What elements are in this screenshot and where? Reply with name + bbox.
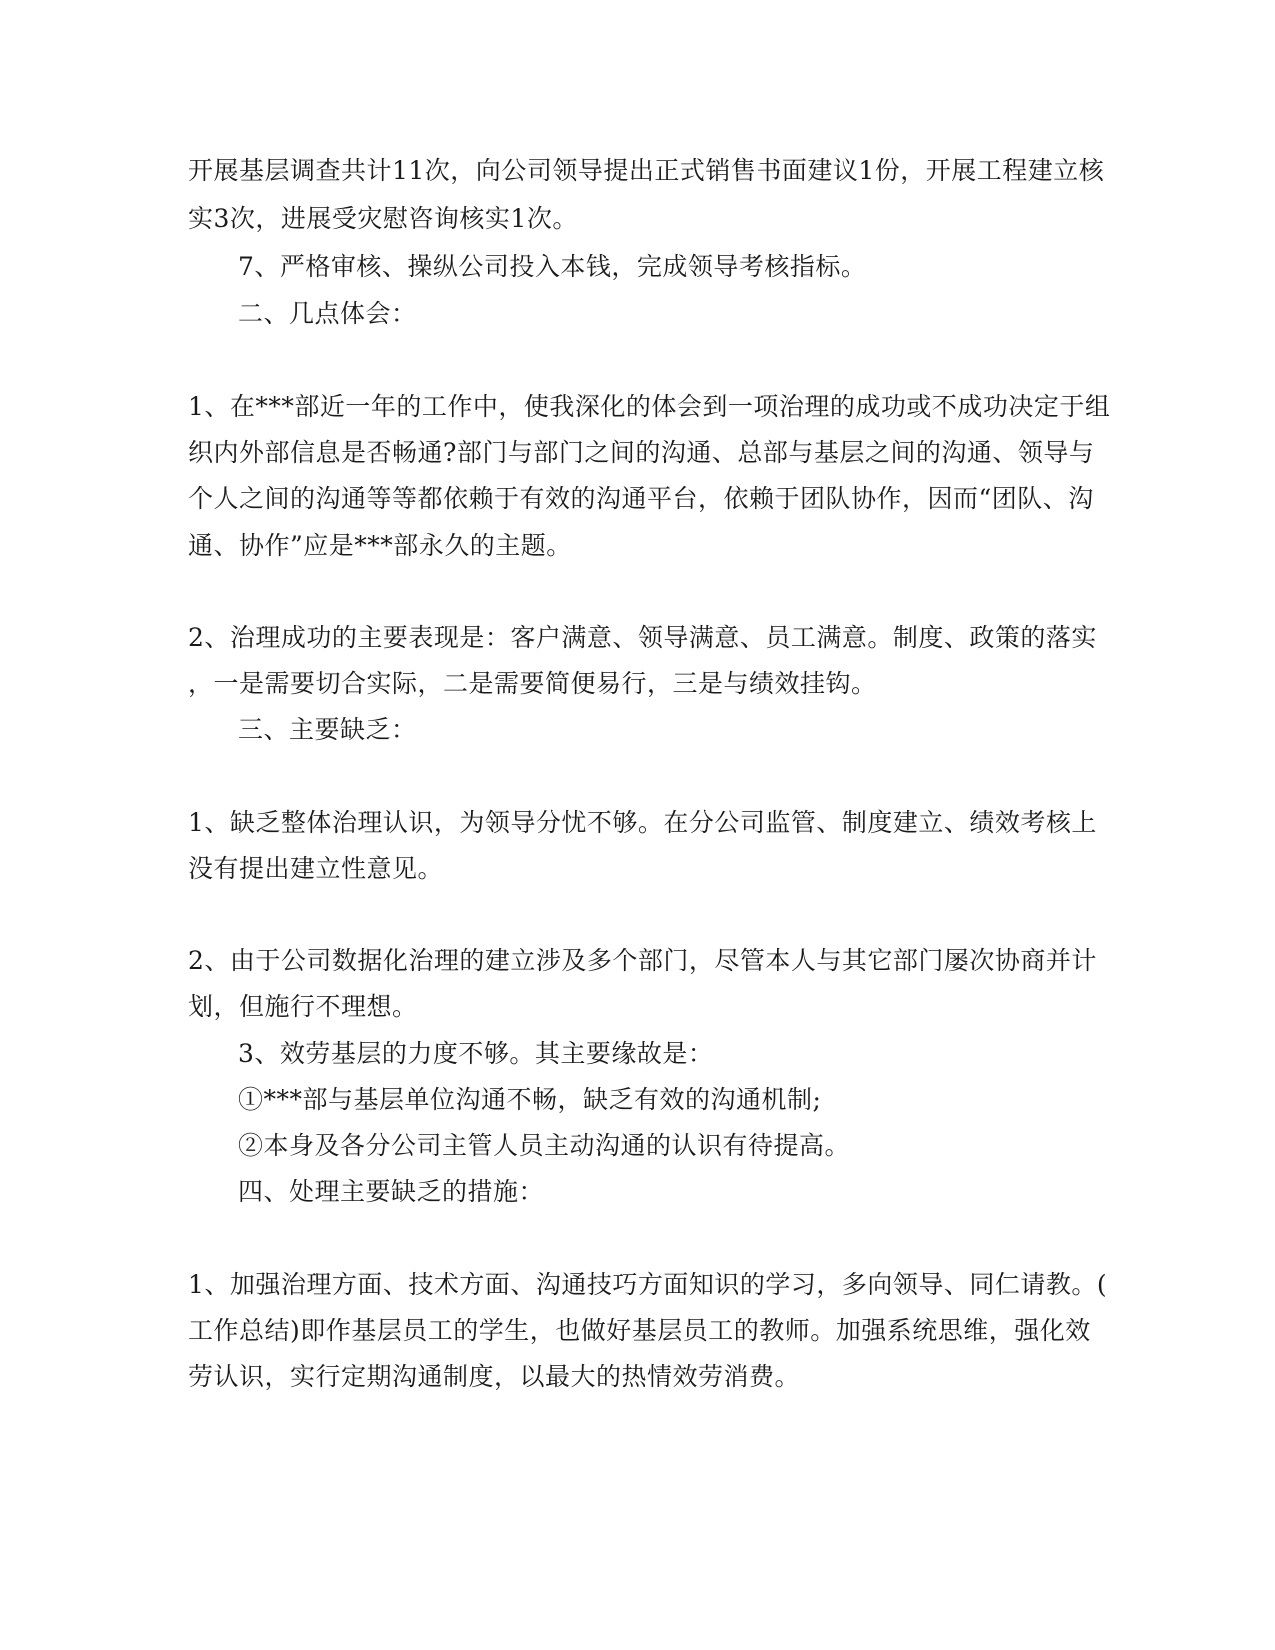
body-text-line: 划，但施行不理想。 <box>188 992 418 1021</box>
body-text-line: 1、在***部近一年的工作中，使我深化的体会到一项治理的成功或不成功决定于组 <box>188 392 1111 421</box>
list-item: ①***部与基层单位沟通不畅，缺乏有效的沟通机制; <box>238 1085 822 1114</box>
list-item: ②本身及各分公司主管人员主动沟通的认识有待提高。 <box>238 1131 851 1160</box>
body-text-line: 开展基层调查共计11次，向公司领导提出正式销售书面建议1份，开展工程建立核 <box>188 156 1105 185</box>
body-text-line: 1、缺乏整体治理认识，为领导分忧不够。在分公司监管、制度建立、绩效考核上 <box>188 808 1097 837</box>
section-heading: 四、处理主要缺乏的措施： <box>238 1177 545 1206</box>
list-item: 7、严格审核、操纵公司投入本钱，完成领导考核指标。 <box>238 252 867 281</box>
section-heading: 三、主要缺乏： <box>238 715 417 744</box>
body-text-line: 没有提出建立性意见。 <box>188 854 444 883</box>
body-text-line: 个人之间的沟通等等都依赖于有效的沟通平台，依赖于团队协作，因而“团队、沟 <box>188 484 1094 513</box>
section-heading: 二、几点体会： <box>238 299 417 328</box>
list-item: 3、效劳基层的力度不够。其主要缘故是： <box>238 1039 714 1068</box>
body-text-line: 通、协作”应是***部永久的主题。 <box>188 531 572 560</box>
body-text-line: 劳认识，实行定期沟通制度，以最大的热情效劳消费。 <box>188 1362 801 1391</box>
body-text-line: ，一是需要切合实际，二是需要简便易行，三是与绩效挂钩。 <box>188 669 877 698</box>
body-text-line: 1、加强治理方面、技术方面、沟通技巧方面知识的学习，多向领导、同仁请教。( <box>188 1270 1108 1299</box>
body-text-line: 织内外部信息是否畅通?部门与部门之间的沟通、总部与基层之间的沟通、领导与 <box>188 438 1095 467</box>
body-text-line: 2、由于公司数据化治理的建立涉及多个部门，尽管本人与其它部门屡次协商并计 <box>188 946 1097 975</box>
body-text-line: 工作总结)即作基层员工的学生，也做好基层员工的教师。加强系统思维，强化效 <box>188 1316 1091 1345</box>
body-text-line: 实3次，进展受灾慰咨询核实1次。 <box>188 204 578 233</box>
body-text-line: 2、治理成功的主要表现是：客户满意、领导满意、员工满意。制度、政策的落实 <box>188 623 1097 652</box>
